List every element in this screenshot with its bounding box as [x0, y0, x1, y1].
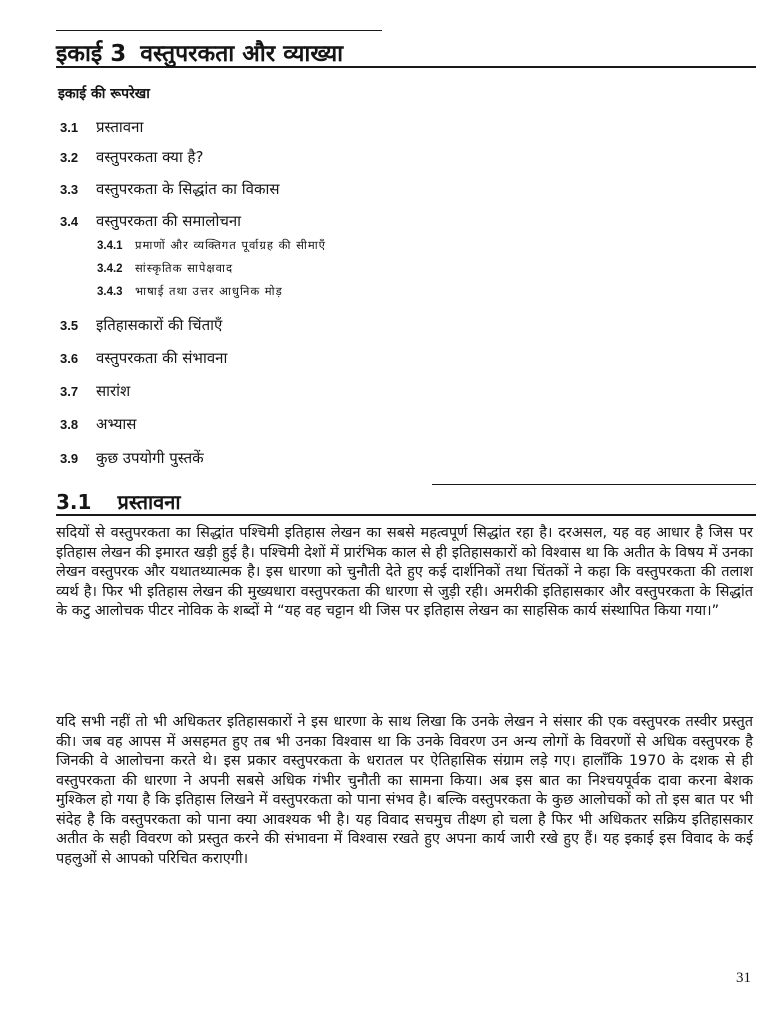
toc-label: सांस्कृतिक सापेक्षवाद [135, 261, 234, 275]
toc-number: 3.4.3 [97, 286, 123, 298]
toc-label: भाषाई तथा उत्तर आधुनिक मोड़ [135, 284, 283, 298]
outline-title: इकाई की रूपरेखा [58, 86, 150, 102]
top-rule-thin [56, 30, 382, 31]
unit-title: वस्तुपरकता और व्याख्या [140, 41, 344, 67]
page-number: 31 [736, 970, 751, 986]
toc-label: सारांश [96, 382, 131, 400]
toc-number: 3.4.1 [97, 240, 123, 252]
toc-label: प्रस्तावना [96, 118, 144, 136]
toc-number: 3.3 [60, 182, 79, 197]
toc-number: 3.5 [60, 318, 79, 333]
section-number: 3.1 [56, 490, 92, 514]
toc-item [60, 117, 143, 137]
toc-item [60, 147, 203, 167]
unit-number: इकाई 3 [56, 41, 127, 67]
toc-item [60, 381, 130, 401]
section-rule-top [432, 484, 756, 485]
unit-heading [56, 36, 343, 68]
toc-label: इतिहासकारों की चिंताएँ [96, 316, 223, 334]
toc-label: वस्तुपरकता की संभावना [96, 349, 228, 367]
toc-number: 3.6 [60, 351, 79, 366]
toc-item [60, 211, 241, 231]
toc-number: 3.7 [60, 384, 79, 399]
toc-number: 3.8 [60, 417, 79, 432]
toc-number: 3.2 [60, 150, 79, 165]
toc-subitem [97, 261, 233, 276]
toc-label: वस्तुपरकता क्या है? [96, 148, 204, 166]
toc-label: कुछ उपयोगी पुस्तकें [96, 449, 204, 467]
toc-label: वस्तुपरकता के सिद्धांत का विकास [96, 180, 280, 198]
section-heading [56, 488, 181, 515]
section-title: प्रस्तावना [117, 490, 181, 514]
toc-number: 3.9 [60, 451, 79, 466]
body-paragraph: यदि सभी नहीं तो भी अधिकतर इतिहासकारों ने इस धारणा के साथ लिखा कि उनके लेखन ने संसार की एक वस्तुपरक तस्वीर प्रस्तुत की। जब वह आपस में असहमत हुए तब भी उनका विश्वास था कि उनके विवरण उन अन्य लोगों के विवरणों से अधिक वस्तुपरक है जिनकी वे आलोचना करते थे। इस प्रकार वस्तुपरकता के धरातल पर ऐतिहासिक संग्राम लड़े गए। हालाँकि 1970 के दशक से ही वस्तुपरकता की धारणा ने अपनी सबसे अधिक गंभीर चुनौती का सामना किया। अब इस बात का निश्चयपूर्वक दावा करना बेशक मुश्किल हो गया है कि इतिहास लिखने में वस्तुपरकता को पाना संभव है। बल्कि वस्तुपरकता के कुछ आलोचकों को तो इस बात पर भी संदेह है कि वस्तुपरकता को पाना क्या आवश्यक भी है। यह विवाद सचमुच तीक्ष्ण हो चला है फिर भी अधिकतर सक्रिय इतिहासकार अतीत के सही विवरण को प्रस्तुत करने की संभावना में विश्वास रखते हुए अपना कार्य जारी रखे हुए हैं। यह इकाई इस विवाद के कई पहलुओं से आपको परिचित कराएगी। [56, 714, 753, 867]
toc-number: 3.1 [60, 120, 79, 135]
toc-number: 3.4 [60, 214, 79, 229]
toc-label: अभ्यास [96, 415, 137, 433]
toc-number: 3.4.2 [97, 263, 123, 275]
toc-subitem [97, 284, 283, 299]
section-rule-bottom [56, 514, 756, 516]
toc-subitem [97, 238, 326, 253]
toc-label: वस्तुपरकता की समालोचना [96, 212, 242, 230]
toc-item [60, 448, 204, 468]
toc-item [60, 348, 227, 368]
body-paragraph: सदियों से वस्तुपरकता का सिद्धांत पश्चिमी इतिहास लेखन का सबसे महत्वपूर्ण सिद्धांत रहा है। दरअसल, यह वह आधार है जिस पर इतिहास लेखन की इमारत खड़ी हुई है। पश्चिमी देशों में प्रारंभिक काल से ही इतिहासकारों को विश्वास था कि अतीत के विषय में उनका लेखन वस्तुपरक और यथातथ्यात्मक है। इस धारणा को चुनौती देते हुए कई दार्शनिकों तथा चिंतकों ने कहा कि वस्तुपरकता की तलाश व्यर्थ है। फिर भी इतिहास लेखन की मुख्यधारा वस्तुपरकता की धारणा से जुड़ी रही। अमरीकी इतिहासकार और वस्तुपरकता के सिद्धांत के कटु आलोचक पीटर नोविक के शब्दों मे “यह वह चट्टान थी जिस पर इतिहास लेखन का साहसिक कार्य संस्थापित किया गया।” [56, 525, 753, 619]
toc-item [60, 315, 222, 335]
toc-item [60, 179, 280, 199]
toc-label: प्रमाणों और व्यक्तिगत पूर्वाग्रह की सीमाएँ [135, 238, 327, 252]
toc-item [60, 414, 136, 434]
